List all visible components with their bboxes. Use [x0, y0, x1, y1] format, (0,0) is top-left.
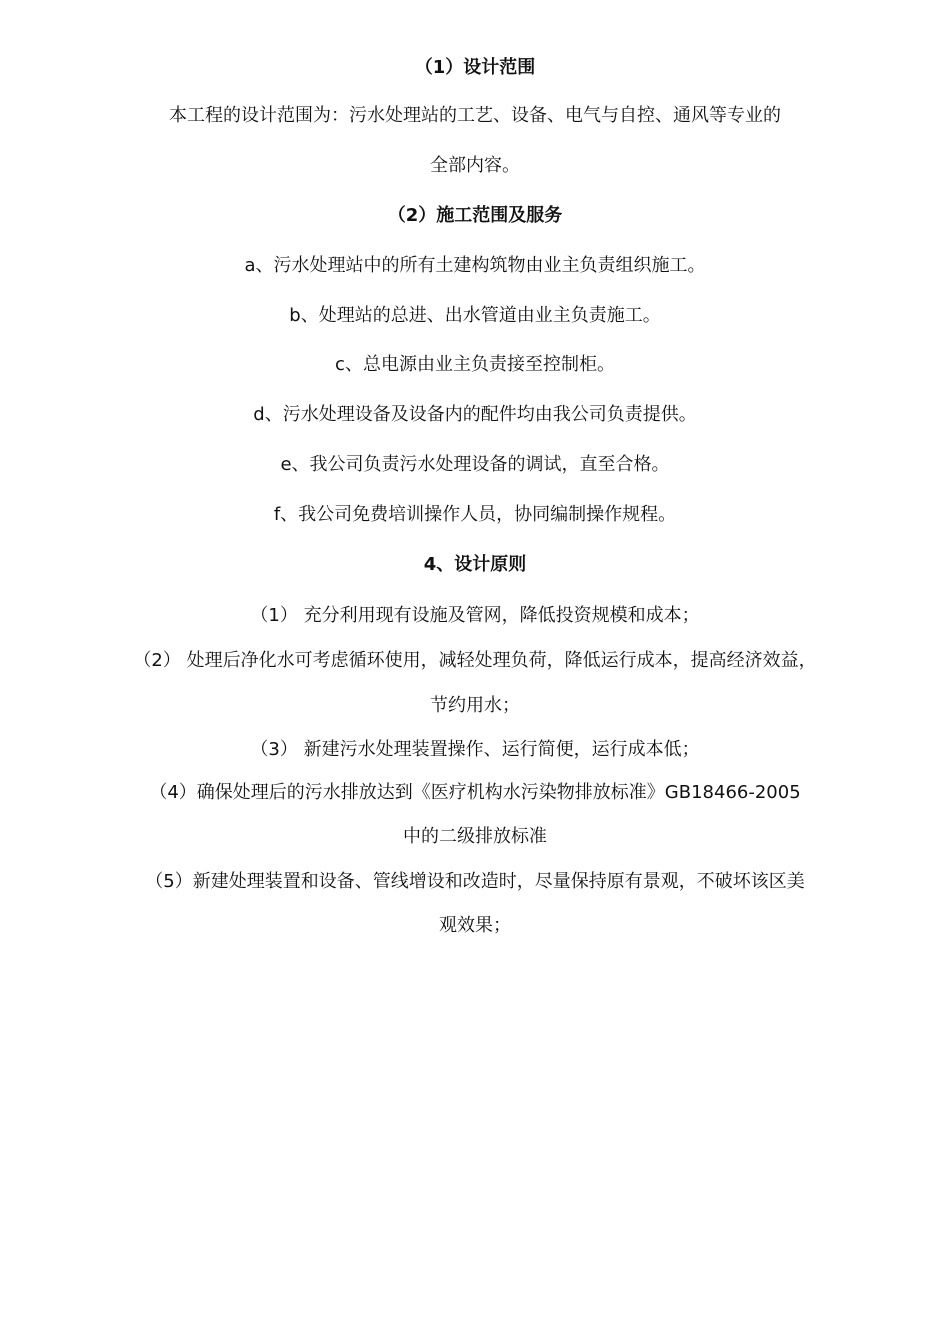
- design-scope-text-line-2: 全部内容。: [430, 155, 520, 176]
- principle-4-line-1: （4）确保处理后的污水排放达到《医疗机构水污染物排放标准》GB18466-2005: [149, 782, 801, 803]
- construction-item-b: b、处理站的总进、出水管道由业主负责施工。: [289, 305, 661, 326]
- principle-5-line-1: （5）新建处理装置和设备、管线增设和改造时，尽量保持原有景观，不破坏该区美: [145, 871, 805, 892]
- principle-1: （1） 充分利用现有设施及管网，降低投资规模和成本；: [250, 605, 700, 626]
- principle-5-line-2: 观效果；: [439, 915, 511, 936]
- principle-4-line-2: 中的二级排放标准: [403, 826, 547, 847]
- principle-3: （3） 新建污水处理装置操作、运行简便，运行成本低；: [250, 739, 700, 760]
- construction-item-f: f、我公司免费培训操作人员，协同编制操作规程。: [273, 504, 677, 525]
- section-title-design-scope: （1）设计范围: [414, 57, 536, 78]
- principle-2-line-2: 节约用水；: [430, 695, 520, 716]
- construction-item-c: c、总电源由业主负责接至控制柜。: [335, 354, 615, 375]
- section-title-construction-scope: （2）施工范围及服务: [387, 205, 563, 226]
- design-scope-text-line-1: 本工程的设计范围为：污水处理站的工艺、设备、电气与自控、通风等专业的: [169, 105, 781, 126]
- construction-item-d: d、污水处理设备及设备内的配件均由我公司负责提供。: [253, 404, 697, 425]
- construction-item-a: a、污水处理站中的所有土建构筑物由业主负责组织施工。: [244, 255, 706, 276]
- section-title-design-principles: 4、设计原则: [423, 554, 527, 575]
- construction-item-e: e、我公司负责污水处理设备的调试，直至合格。: [280, 454, 670, 475]
- principle-2-line-1: （2） 处理后净化水可考虑循环使用，减轻处理负荷，降低运行成本，提高经济效益，: [133, 650, 817, 671]
